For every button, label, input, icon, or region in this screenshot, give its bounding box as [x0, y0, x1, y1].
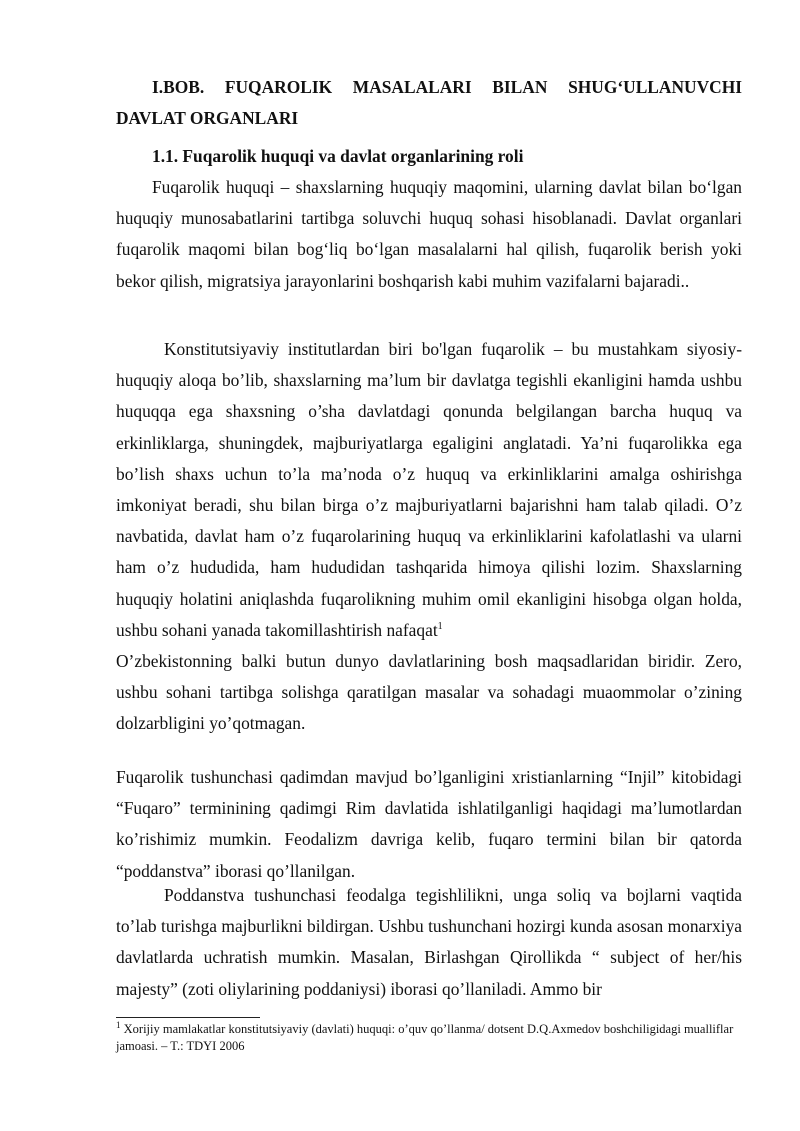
- paragraph-4: Poddanstva tushunchasi feodalga tegishlilikni, unga soliq va bojlarni vaqtida to’lab turishga majburlikni bildirgan. Ushbu tushunchani hozirgi kunda asosan monarxiya davlatlarda uchratish mumkin. Masalan, Birlashgan Qirollikda “ subject of her/his majesty” (zoti oliylarining poddaniysi) iborasi qo’llaniladi. Ammo bir: [116, 885, 742, 999]
- footnote-mark: 1: [116, 1019, 121, 1030]
- footnote-reference: 1: [437, 621, 443, 633]
- footnote-text: Xorijiy mamlakatlar konstitutsiyaviy (davlati) huquqi: o’quv qo’llanma/ dotsent D.Q.Axmedov boshchiligidagi mualliflar jamoasi. – T.: TDYI 2006: [116, 1022, 734, 1053]
- section-heading: 1.1. Fuqarolik huquqi va davlat organlarining roli: [152, 146, 524, 166]
- paragraph-3: Fuqarolik tushunchasi qadimdan mavjud bo’lganligini xristianlarning “Injil” kitobidagi “Fuqaro” terminining qadimgi Rim davlatida ishlatilganligi haqidagi ma’lumotlardan ko’rishimiz mumkin. Feodalizm davriga kelib, fuqaro termini bilan bir qatorda “poddanstva” iborasi qo’llanilgan.: [116, 767, 742, 881]
- paragraph-2-text: Konstitutsiyaviy institutlardan biri bo'lgan fuqarolik – bu mustahkam siyosiy-huquqiy aloqa bo’lib, shaxslarning ma’lum bir davlatga tegishli ekanligini hamda ushbu huquqqa ega shaxsning o’sha davlatdagi qonunda belgilangan barcha huquq va erkinliklarga, shuningdek, majburiyatlarga egaligini anglatadi. Ya’ni fuqarolikka ega bo’lish shaxs uchun to’la ma’noda o’z huquq va erkinliklarini amalga oshirishga imkoniyat beradi, shu bilan birga o’z majburiyatlarni bajarishni ham talab qiladi. O’z navbatida, davlat ham o’z fuqarolarining huquq va erkinliklarini kafolatlashi va ularni ham o’z hududida, ham hududidan tashqarida himoya qilishi lozim. Shaxslarning huquqiy holatini aniqlashda fuqarolikning muhim omil ekanligini hisobga olgan holda, ushbu sohani yanada takomillashtirish nafaqat: [116, 339, 742, 640]
- paragraph-2-continuation: O’zbekistonning balki butun dunyo davlatlarining bosh maqsadlaridan biridir. Zero, ushbu sohani tartibga solishga qaratilgan masalar va sohadagi muaommolar o’zining dolzarbligini yo’qotmagan.: [116, 651, 742, 734]
- footnote-separator: [116, 1017, 260, 1018]
- paragraph-2: [116, 334, 742, 740]
- paragraph-1: Fuqarolik huquqi – shaxslarning huquqiy maqomini, ularning davlat bilan bo‘lgan huquqiy munosabatlarini tartibga soluvchi huquq sohasi hisoblanadi. Davlat organlari fuqarolik maqomi bilan bog‘liq bo‘lgan masalalarni hal qilish, fuqarolik berish yoki bekor qilish, migratsiya jarayonlarini boshqarish kabi muhim vazifalarni bajaradi..: [116, 177, 742, 291]
- paragraph-2-main: [116, 334, 742, 646]
- chapter-heading: I.BOB. FUQAROLIK MASALALARI BILAN SHUG‘ULLANUVCHI DAVLAT ORGANLARI: [116, 77, 742, 129]
- footnote: [116, 1021, 742, 1055]
